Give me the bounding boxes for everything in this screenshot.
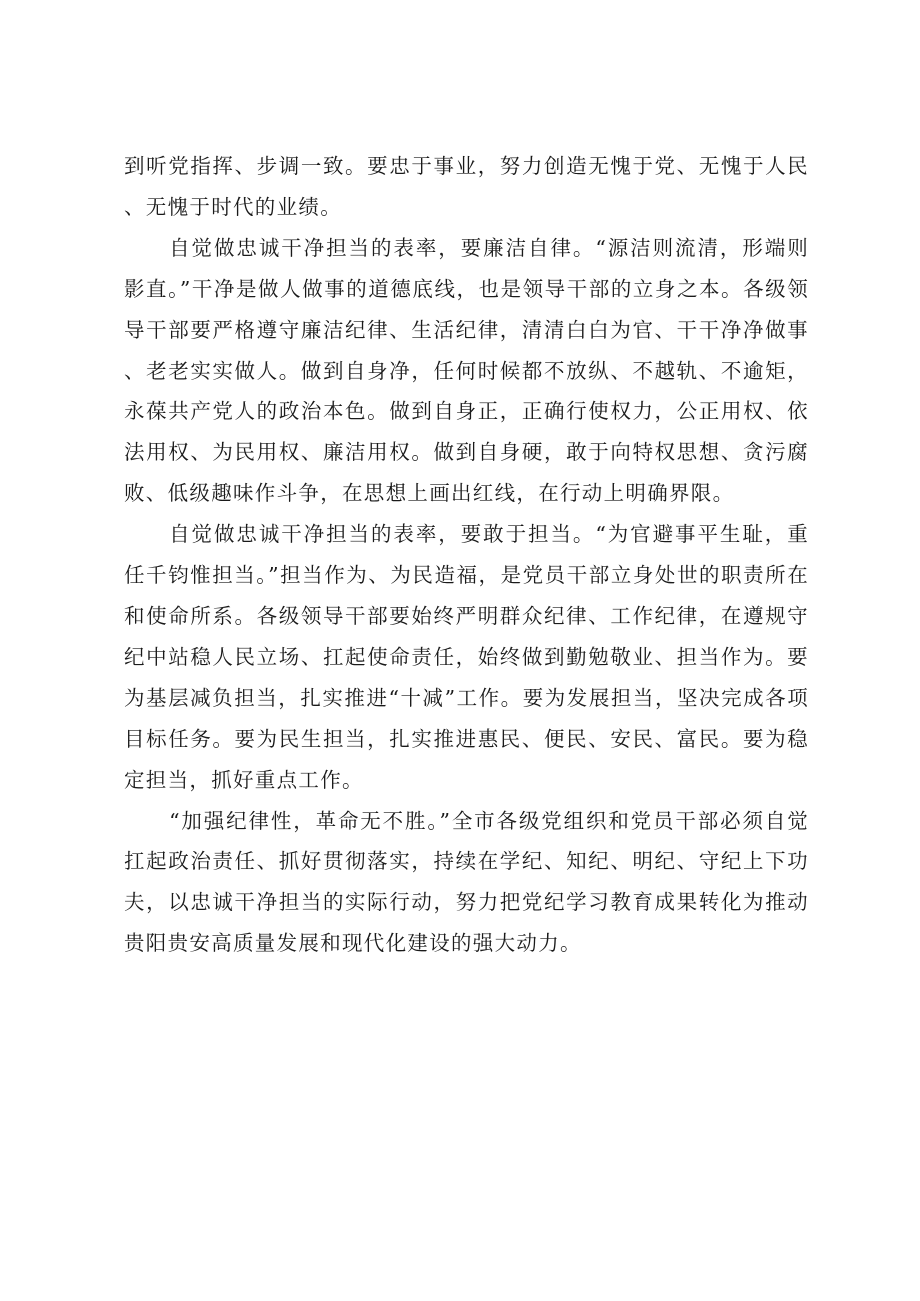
- paragraph-3: 自觉做忠诚干净担当的表率，要敢于担当。“为官避事平生耻，重任千钧惟担当。”担当作为、为民造福，是党员干部立身处世的职责所在和使命所系。各级领导干部要始终严明群众纪律、工作纪律，在遵规守纪中站稳人民立场、扛起使命责任，始终做到勤勉敬业、担当作为。要为基层减负担当，扎实推进“十减”工作。要为发展担当，坚决完成各项目标任务。要为民生担当，扎实推进惠民、便民、安民、富民。要为稳定担当，抓好重点工作。: [124, 522, 809, 792]
- paragraph-4: “加强纪律性，革命无不胜。”全市各级党组织和党员干部必须自觉扛起政治责任、抓好贯彻落实，持续在学纪、知纪、明纪、守纪上下功夫，以忠诚干净担当的实际行动，努力把党纪学习教育成果转化为推动贵阳贵安高质量发展和现代化建设的强大动力。: [124, 808, 809, 956]
- document-body: [124, 146, 809, 964]
- paragraph-1: 到听党指挥、步调一致。要忠于事业，努力创造无愧于党、无愧于人民、无愧于时代的业绩。: [124, 154, 809, 219]
- paragraph-2: 自觉做忠诚干净担当的表率，要廉洁自律。“源洁则流清，形端则影直。”干净是做人做事的道德底线，也是领导干部的立身之本。各级领导干部要严格遵守廉洁纪律、生活纪律，清清白白为官、干干净净做事、老老实实做人。做到自身净，任何时候都不放纵、不越轨、不逾矩，永葆共产党人的政治本色。做到自身正，正确行使权力，公正用权、依法用权、为民用权、廉洁用权。做到自身硬，敢于向特权思想、贪污腐败、低级趣味作斗争，在思想上画出红线，在行动上明确界限。: [124, 235, 809, 506]
